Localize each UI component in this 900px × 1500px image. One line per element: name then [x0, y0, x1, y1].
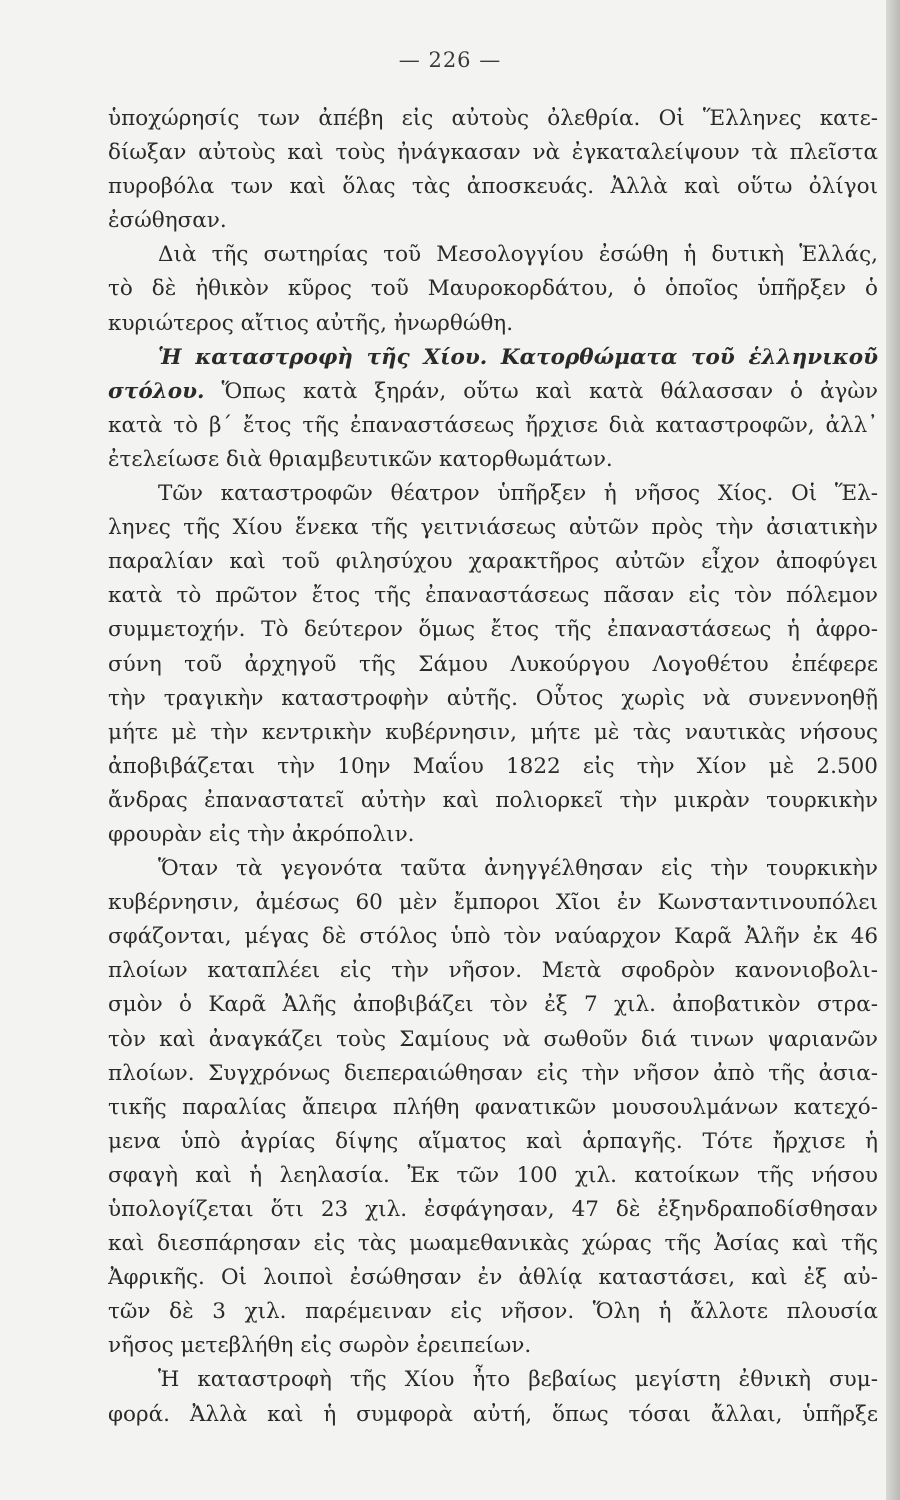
- section-heading: Ἡ καταστροφὴ τῆς Χίου. Κατορθώματα τοῦ ἑλληνικοῦ: [158, 344, 878, 370]
- text-line: πυροβόλα των καὶ ὅλας τὰς ἀποσκευάς. Ἀλλὰ καὶ οὕτω ὀλίγοι: [108, 174, 878, 200]
- page-edge-shadow: [886, 0, 900, 1500]
- text-line: πλοίων. Συγχρόνως διεπεραιώθησαν εἰς τὴν νῆσον ἀπὸ τῆς ἀσια-: [108, 1060, 878, 1086]
- body-text: [108, 102, 878, 1432]
- text-line-rest: Ὅπως κατὰ ξηράν, οὕτω καὶ κατὰ θάλασσαν ὁ ἀγὼν: [204, 378, 878, 404]
- text-line: σφάζονται, μέγας δὲ στόλος ὑπὸ τὸν ναύαρχον Καρᾶ Ἀλῆν ἐκ 46: [108, 924, 878, 950]
- text-line: καὶ διεσπάρησαν εἰς τὰς μωαμεθανικὰς χώρας τῆς Ἀσίας καὶ τῆς: [108, 1231, 878, 1257]
- text-line: δίωξαν αὐτοὺς καὶ τοὺς ἠνάγκασαν νὰ ἐγκαταλείψουν τὰ πλεῖστα: [108, 140, 878, 166]
- text-line: σύνη τοῦ ἀρχηγοῦ τῆς Σάμου Λυκούργου Λογοθέτου ἐπέφερε: [108, 651, 878, 677]
- text-line: τὸ δὲ ἠθικὸν κῦρος τοῦ Μαυροκορδάτου, ὁ ὁποῖος ὑπῆρξεν ὁ: [108, 276, 878, 302]
- text-line: ὑποχώρησίς των ἀπέβη εἰς αὐτοὺς ὀλεθρία. Οἱ Ἕλληνες κατε-: [108, 106, 878, 131]
- text-line: κατὰ τὸ πρῶτον ἔτος τῆς ἐπαναστάσεως πᾶσαν εἰς τὸν πόλεμον: [108, 583, 878, 609]
- section-heading: στόλου.: [108, 378, 205, 404]
- text-line: Διὰ τῆς σωτηρίας τοῦ Μεσολογγίου ἐσώθη ἡ δυτικὴ Ἑλλάς,: [158, 242, 878, 268]
- text-line: [108, 375, 878, 409]
- text-line: [108, 341, 878, 375]
- text-line: ληνες τῆς Χίου ἕνεκα τῆς γειτνιάσεως αὐτῶν πρὸς τὴν ἀσιατικὴν: [108, 515, 878, 541]
- text-line: παραλίαν καὶ τοῦ φιλησύχου χαρακτῆρος αὐτῶν εἶχον ἀποφύγει: [108, 549, 878, 575]
- text-line: Ὅταν τὰ γεγονότα ταῦτα ἀνηγγέλθησαν εἰς τὴν τουρκικὴν: [158, 856, 878, 882]
- text-line: σφαγὴ καὶ ἡ λεηλασία. Ἐκ τῶν 100 χιλ. κατοίκων τῆς νήσου: [108, 1162, 878, 1188]
- text-line: Τῶν καταστροφῶν θέατρον ὑπῆρξεν ἡ νῆσος Χίος. Οἱ Ἕλ-: [158, 481, 878, 507]
- text-line: φορά. Ἀλλὰ καὶ ἡ συμφορὰ αὐτή, ὅπως τόσαι ἄλλαι, ὑπῆρξε: [108, 1401, 878, 1427]
- text-line: μενα ὑπὸ ἀγρίας δίψης αἵματος καὶ ἁρπαγῆς. Τότε ἤρχισε ἡ: [108, 1128, 878, 1154]
- text-line: Ἀφρικῆς. Οἱ λοιποὶ ἐσώθησαν ἐν ἀθλίᾳ καταστάσει, καὶ ἐξ αὐ-: [108, 1265, 878, 1291]
- text-line: φρουρὰν εἰς τὴν ἀκρόπολιν.: [108, 821, 415, 847]
- text-line: ἐτελείωσε διὰ θριαμβευτικῶν κατορθωμάτων.: [108, 446, 613, 472]
- text-line: ἄνδρας ἐπαναστατεῖ αὐτὴν καὶ πολιορκεῖ τὴν μικρὰν τουρκικὴν: [108, 787, 878, 813]
- text-line: σμὸν ὁ Καρᾶ Ἀλῆς ἀποβιβάζει τὸν ἐξ 7 χιλ. ἀποβατικὸν στρα-: [108, 992, 878, 1018]
- text-line: τῶν δὲ 3 χιλ. παρέμειναν εἰς νῆσον. Ὅλη ἡ ἄλλοτε πλουσία: [108, 1299, 878, 1325]
- text-line: τικῆς παραλίας ἄπειρα πλήθη φανατικῶν μουσουλμάνων κατεχό-: [108, 1094, 878, 1120]
- text-line: νῆσος μετεβλήθη εἰς σωρὸν ἐρειπείων.: [108, 1333, 532, 1359]
- text-line: μήτε μὲ τὴν κεντρικὴν κυβέρνησιν, μήτε μὲ τὰς ναυτικὰς νήσους: [108, 719, 878, 745]
- text-line: κυβέρνησιν, ἀμέσως 60 μὲν ἔμποροι Χῖοι ἐν Κωνσταντινουπόλει: [108, 890, 878, 916]
- text-line: τὸν καὶ ἀναγκάζει τοὺς Σαμίους νὰ σωθοῦν διά τινων ψαριανῶν: [108, 1026, 878, 1052]
- page-number: — 226 —: [398, 48, 502, 72]
- text-line: συμμετοχήν. Τὸ δεύτερον ὅμως ἔτος τῆς ἐπαναστάσεως ἡ ἀφρο-: [108, 617, 878, 643]
- text-line: ἐσώθησαν.: [108, 208, 227, 234]
- text-line: κατὰ τὸ β΄ ἔτος τῆς ἐπαναστάσεως ἤρχισε διὰ καταστροφῶν, ἀλλ᾽: [108, 412, 878, 438]
- text-line: κυριώτερος αἴτιος αὐτῆς, ἠνωρθώθη.: [108, 310, 514, 336]
- text-line: Ἡ καταστροφὴ τῆς Χίου ἦτο βεβαίως μεγίστη ἐθνικὴ συμ-: [158, 1367, 878, 1393]
- text-line: τὴν τραγικὴν καταστροφὴν αὐτῆς. Οὗτος χωρὶς νὰ συνεννοηθῇ: [108, 685, 878, 711]
- text-line: πλοίων καταπλέει εἰς τὴν νῆσον. Μετὰ σφοδρὸν κανονιοβολι-: [108, 958, 878, 984]
- text-line: ὑπολογίζεται ὅτι 23 χιλ. ἐσφάγησαν, 47 δὲ ἐξηνδραποδίσθησαν: [108, 1197, 878, 1222]
- text-line: ἀποβιβάζεται τὴν 10ην Μαΐου 1822 εἰς τὴν Χίον μὲ 2.500: [108, 753, 878, 779]
